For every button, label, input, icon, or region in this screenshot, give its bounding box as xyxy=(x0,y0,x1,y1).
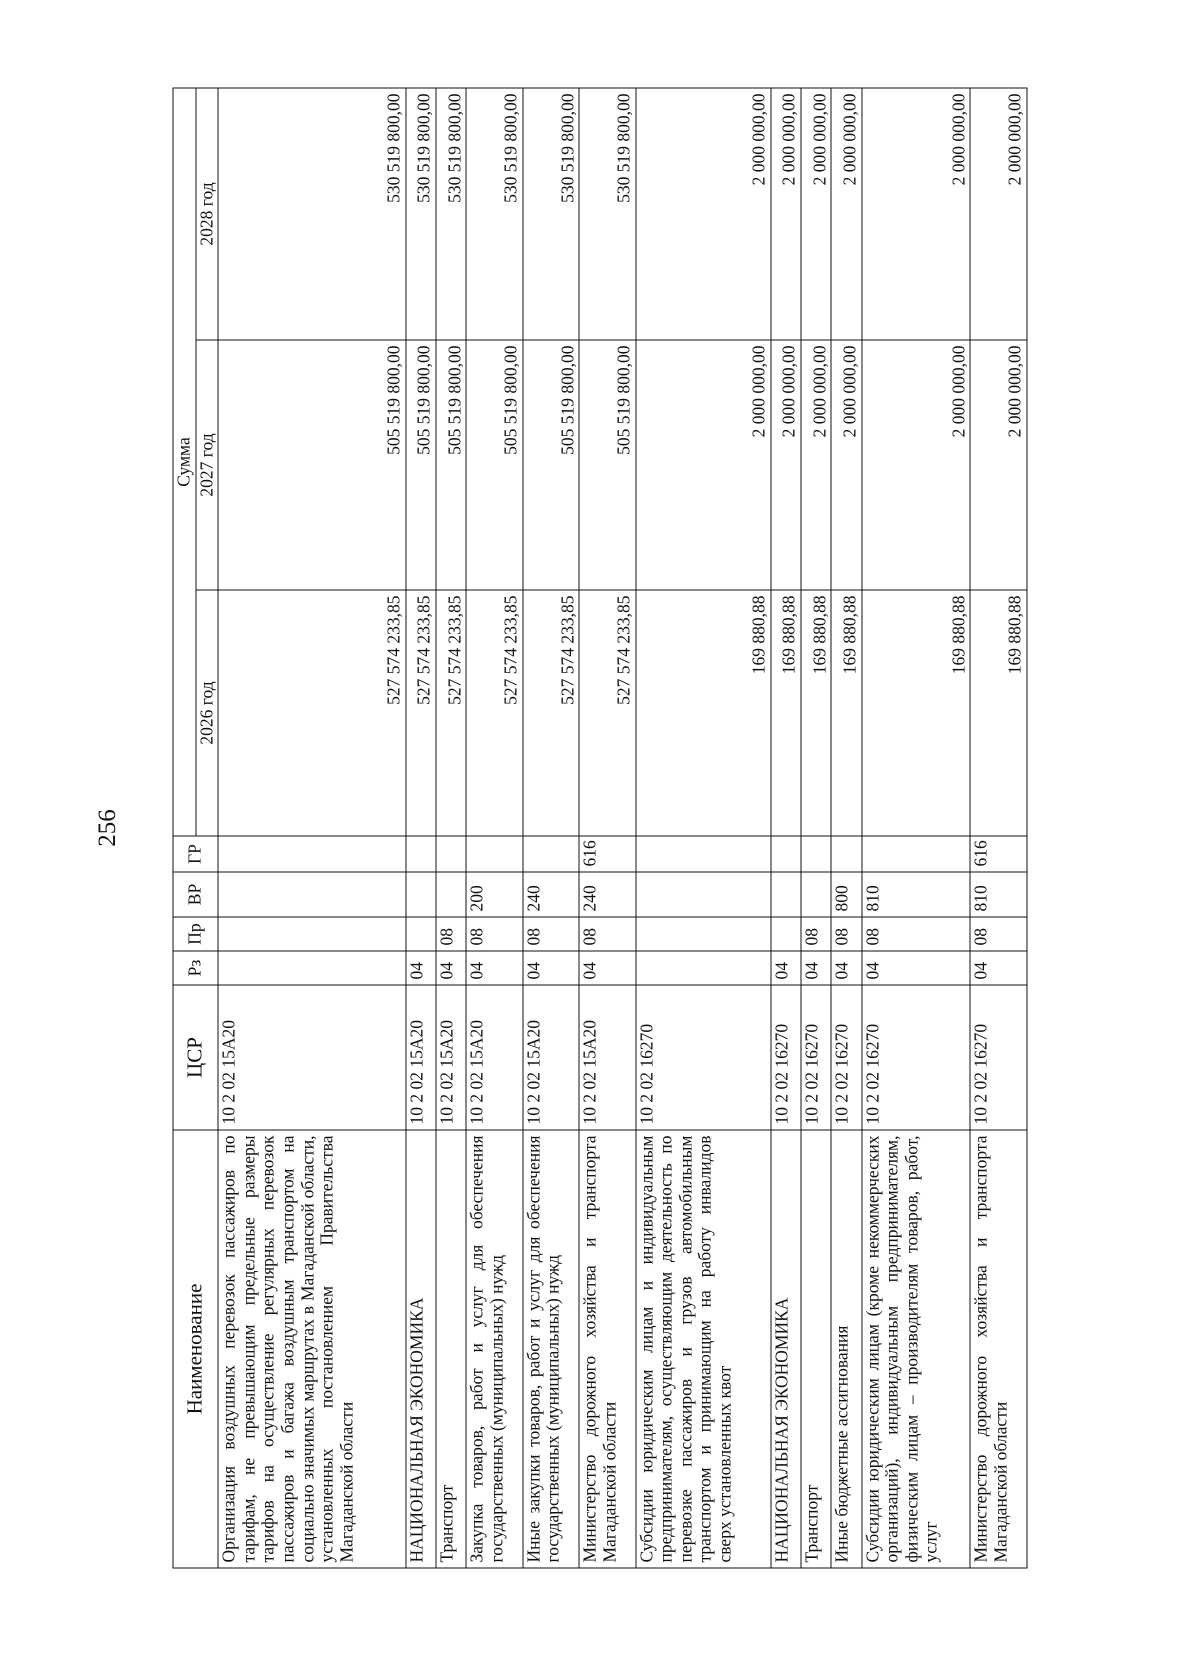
cell-2026: 527 574 233,85 xyxy=(436,590,466,836)
cell-2028: 530 519 800,00 xyxy=(466,88,522,340)
cell-csr: 10 2 02 15А20 xyxy=(406,985,436,1130)
cell-gr: 616 xyxy=(579,836,635,872)
cell-name: Субсидии юридическим лицам и индивидуальным предпринимателям, осуществляющим деятельность по перевозке пассажиров и грузов автомобильным транспортом и принимающим на работу инвалидов сверх установленных квот xyxy=(636,1130,771,1568)
header-csr: ЦСР xyxy=(173,985,218,1130)
cell-2028: 530 519 800,00 xyxy=(523,88,579,340)
cell-2028: 530 519 800,00 xyxy=(436,88,466,340)
cell-name: НАЦИОНАЛЬНАЯ ЭКОНОМИКА xyxy=(771,1130,801,1568)
cell-gr xyxy=(862,836,971,872)
cell-pr: 08 xyxy=(436,917,466,951)
header-rz: Рз xyxy=(173,951,218,985)
cell-rz: 04 xyxy=(771,951,801,985)
cell-pr: 08 xyxy=(801,917,831,951)
cell-2028: 2 000 000,00 xyxy=(771,88,801,340)
table-row xyxy=(436,88,466,1568)
cell-2027: 2 000 000,00 xyxy=(970,340,1027,590)
cell-2027: 2 000 000,00 xyxy=(771,340,801,590)
cell-csr: 10 2 02 15А20 xyxy=(436,985,466,1130)
cell-vr: 240 xyxy=(579,872,635,917)
cell-2026: 169 880,88 xyxy=(801,590,831,836)
page-number: 256 xyxy=(94,809,121,847)
cell-name: Министерство дорожного хозяйства и транспорта Магаданской области xyxy=(579,1130,635,1568)
cell-gr xyxy=(406,836,436,872)
cell-2027: 2 000 000,00 xyxy=(636,340,771,590)
cell-2028: 2 000 000,00 xyxy=(862,88,971,340)
cell-csr: 10 2 02 16270 xyxy=(970,985,1027,1130)
rotated-table-container xyxy=(173,88,1028,1568)
cell-pr: 08 xyxy=(579,917,635,951)
cell-2027: 505 519 800,00 xyxy=(436,340,466,590)
cell-rz: 04 xyxy=(579,951,635,985)
cell-2027: 2 000 000,00 xyxy=(801,340,831,590)
cell-gr xyxy=(436,836,466,872)
cell-2026: 169 880,88 xyxy=(636,590,771,836)
cell-2028: 530 519 800,00 xyxy=(406,88,436,340)
cell-rz: 04 xyxy=(523,951,579,985)
cell-vr xyxy=(218,872,406,917)
cell-vr: 200 xyxy=(466,872,522,917)
cell-gr xyxy=(218,836,406,872)
table-row xyxy=(523,88,579,1568)
header-pr: Пр xyxy=(173,917,218,951)
cell-2028: 2 000 000,00 xyxy=(801,88,831,340)
cell-csr: 10 2 02 16270 xyxy=(801,985,831,1130)
cell-gr xyxy=(523,836,579,872)
cell-2026: 527 574 233,85 xyxy=(406,590,436,836)
cell-2027: 505 519 800,00 xyxy=(523,340,579,590)
cell-pr xyxy=(771,917,801,951)
table-body xyxy=(218,88,1027,1568)
cell-pr: 08 xyxy=(862,917,971,951)
cell-rz: 04 xyxy=(862,951,971,985)
table-row xyxy=(771,88,801,1568)
header-sum: Сумма xyxy=(173,88,196,836)
cell-2026: 527 574 233,85 xyxy=(523,590,579,836)
cell-vr xyxy=(406,872,436,917)
cell-name: Министерство дорожного хозяйства и транспорта Магаданской области xyxy=(970,1130,1027,1568)
cell-2026: 169 880,88 xyxy=(831,590,861,836)
cell-gr xyxy=(801,836,831,872)
header-2026: 2026 год xyxy=(196,590,219,836)
table-header xyxy=(173,88,218,1568)
cell-rz xyxy=(636,951,771,985)
cell-2027: 505 519 800,00 xyxy=(466,340,522,590)
table-row xyxy=(579,88,635,1568)
cell-2027: 2 000 000,00 xyxy=(831,340,861,590)
cell-name: Иные закупки товаров, работ и услуг для обеспечения государственных (муниципальных) нужд xyxy=(523,1130,579,1568)
header-vr: ВР xyxy=(173,872,218,917)
cell-vr: 810 xyxy=(970,872,1027,917)
table-row xyxy=(970,88,1027,1568)
table-row xyxy=(862,88,971,1568)
cell-name: НАЦИОНАЛЬНАЯ ЭКОНОМИКА xyxy=(406,1130,436,1568)
cell-2028: 2 000 000,00 xyxy=(636,88,771,340)
cell-rz: 04 xyxy=(466,951,522,985)
cell-rz: 04 xyxy=(970,951,1027,985)
cell-csr: 10 2 02 15А20 xyxy=(466,985,522,1130)
cell-gr xyxy=(636,836,771,872)
cell-csr: 10 2 02 16270 xyxy=(771,985,801,1130)
cell-vr: 810 xyxy=(862,872,971,917)
table-row xyxy=(406,88,436,1568)
cell-vr xyxy=(771,872,801,917)
cell-vr xyxy=(436,872,466,917)
cell-2028: 530 519 800,00 xyxy=(218,88,406,340)
cell-rz: 04 xyxy=(406,951,436,985)
cell-csr: 10 2 02 15А20 xyxy=(218,985,406,1130)
cell-rz: 04 xyxy=(436,951,466,985)
cell-vr xyxy=(636,872,771,917)
cell-2027: 505 519 800,00 xyxy=(579,340,635,590)
cell-pr xyxy=(636,917,771,951)
header-name: Наименование xyxy=(173,1130,218,1568)
cell-pr: 08 xyxy=(831,917,861,951)
cell-name: Организация воздушных перевозок пассажиров по тарифам, не превышающим предельные размеры тарифов на осуществление регулярных перевозок пассажиров и багажа воздушным транспортом на социально значимых маршрутах в Магаданской области, установленных постановлением Правительства Магаданской области xyxy=(218,1130,406,1568)
cell-2026: 169 880,88 xyxy=(771,590,801,836)
table-row xyxy=(801,88,831,1568)
cell-vr: 240 xyxy=(523,872,579,917)
cell-vr: 800 xyxy=(831,872,861,917)
cell-pr xyxy=(406,917,436,951)
cell-2028: 2 000 000,00 xyxy=(831,88,861,340)
cell-csr: 10 2 02 16270 xyxy=(636,985,771,1130)
header-2027: 2027 год xyxy=(196,340,219,590)
cell-pr: 08 xyxy=(466,917,522,951)
cell-gr xyxy=(831,836,861,872)
cell-rz: 04 xyxy=(801,951,831,985)
cell-2028: 2 000 000,00 xyxy=(970,88,1027,340)
table-row xyxy=(831,88,861,1568)
cell-gr xyxy=(466,836,522,872)
cell-vr xyxy=(801,872,831,917)
cell-2026: 169 880,88 xyxy=(970,590,1027,836)
header-2028: 2028 год xyxy=(196,88,219,340)
cell-rz: 04 xyxy=(831,951,861,985)
table-row xyxy=(636,88,771,1568)
table-row xyxy=(466,88,522,1568)
header-gr: ГР xyxy=(173,836,218,872)
table-row xyxy=(218,88,406,1568)
cell-pr: 08 xyxy=(523,917,579,951)
cell-name: Закупка товаров, работ и услуг для обеспечения государственных (муниципальных) нужд xyxy=(466,1130,522,1568)
cell-name: Транспорт xyxy=(436,1130,466,1568)
cell-csr: 10 2 02 15А20 xyxy=(579,985,635,1130)
cell-2027: 2 000 000,00 xyxy=(862,340,971,590)
cell-2026: 527 574 233,85 xyxy=(218,590,406,836)
cell-2026: 169 880,88 xyxy=(862,590,971,836)
cell-pr xyxy=(218,917,406,951)
cell-2026: 527 574 233,85 xyxy=(579,590,635,836)
cell-2026: 527 574 233,85 xyxy=(466,590,522,836)
cell-gr xyxy=(771,836,801,872)
budget-table xyxy=(173,87,1028,1568)
cell-name: Транспорт xyxy=(801,1130,831,1568)
cell-csr: 10 2 02 16270 xyxy=(862,985,971,1130)
cell-pr: 08 xyxy=(970,917,1027,951)
cell-rz xyxy=(218,951,406,985)
cell-2027: 505 519 800,00 xyxy=(218,340,406,590)
cell-csr: 10 2 02 15А20 xyxy=(523,985,579,1130)
cell-csr: 10 2 02 16270 xyxy=(831,985,861,1130)
cell-gr: 616 xyxy=(970,836,1027,872)
cell-name: Иные бюджетные ассигнования xyxy=(831,1130,861,1568)
cell-2027: 505 519 800,00 xyxy=(406,340,436,590)
cell-2028: 530 519 800,00 xyxy=(579,88,635,340)
cell-name: Субсидии юридическим лицам (кроме некоммерческих организаций), индивидуальным предпринимателям, физическим лицам – производителям товаров, работ, услуг xyxy=(862,1130,971,1568)
